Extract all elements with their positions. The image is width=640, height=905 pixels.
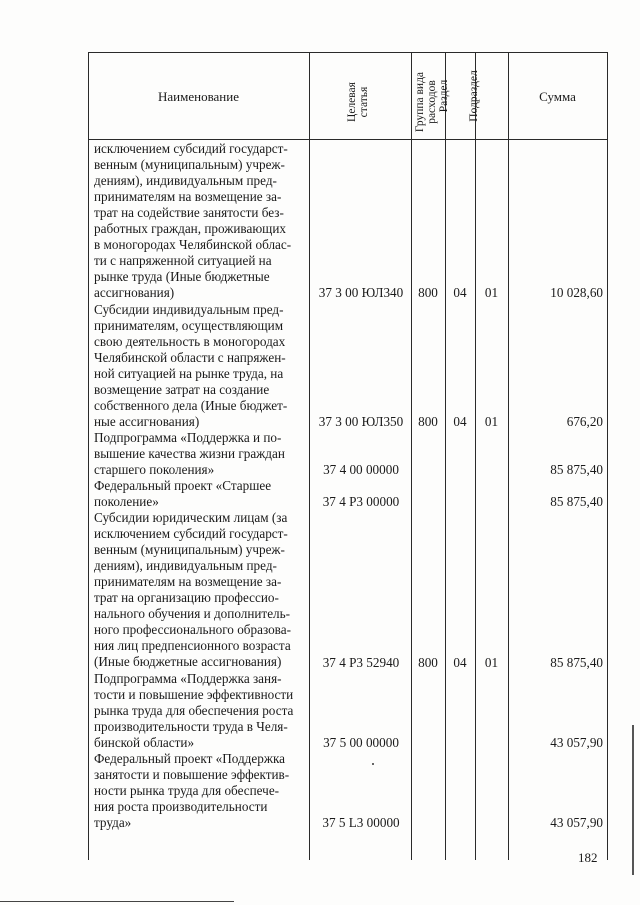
row-name: исключением субсидий государст- венным (муниципальным) учреж- дениям), индивидуальным пред- принимателям на возмещение за- трат на содействие занятости без- работных граждан, проживающих в моногородах Челябинской облас- ти с напряженной ситуацией на рынке труда (Иные бюджетные ассигнования) [94, 141, 292, 301]
column-divider-subsection [475, 52, 476, 860]
column-divider-sum [508, 52, 509, 860]
row-section: 04 [453, 414, 467, 429]
header-section: Раздел [438, 79, 450, 113]
row-name: Подпрограмма «Поддержка заня- тости и повышение эффективности рынка труда для обеспечения роста производительности труда в Челя- бинской области» [94, 671, 294, 751]
row-sum: 43 057,90 [550, 815, 603, 830]
row-subsection: 01 [484, 285, 499, 300]
row-name: Субсидии юридическим лицам (за исключением субсидий государст- венным (муниципальным) учреж- дениям), индивидуальным пред- принимателям на возмещение за- трат на организацию профессио- нального обучения и дополнитель- ного профессионального образова- ния лиц предпенсионного возраста (Иные бюджетные ассигнования) [94, 510, 291, 670]
row-subsection: 01 [484, 414, 499, 429]
row-group: 800 [418, 414, 438, 429]
table-left-border [88, 52, 89, 860]
row-subsection: 01 [484, 655, 499, 670]
row-code: 37 3 00 ЮЛ340 [318, 285, 404, 300]
header-sum: Сумма [539, 89, 576, 104]
row-sum: 85 875,40 [550, 462, 603, 477]
table-right-border [607, 52, 608, 860]
scan-edge-mark [632, 725, 634, 875]
row-code: 37 4 P3 52940 [322, 655, 400, 670]
row-code: 37 4 P3 00000 [322, 494, 400, 509]
row-code: 37 5 L3 00000 [322, 815, 400, 830]
row-section: 04 [453, 285, 467, 300]
row-name: Субсидии индивидуальным пред- принимателям, осуществляющим свою деятельность в моногородах Челябинской области с напряжен- ной ситуацией на рынке труда, на возмещение затрат на создание собственного дела (Иные бюджет- ные ассигнования) [94, 302, 288, 430]
row-group: 800 [418, 655, 438, 670]
scan-speck [372, 763, 374, 765]
header-name: Наименование [158, 89, 239, 104]
header-expense-group: Группа вида расходов [414, 71, 438, 133]
page-number: 182 [578, 850, 598, 865]
row-sum: 10 028,60 [550, 285, 603, 300]
row-sum: 85 875,40 [550, 655, 603, 670]
row-code: 37 3 00 ЮЛ350 [318, 414, 404, 429]
row-sum: 43 057,90 [550, 735, 603, 750]
row-sum: 85 875,40 [550, 494, 603, 509]
row-name: Федеральный проект «Старшее поколение» [94, 478, 272, 510]
row-code: 37 4 00 00000 [323, 462, 399, 477]
footnote-rule [0, 901, 234, 902]
row-name: Подпрограмма «Поддержка и по- вышение качества жизни граждан старшего поколения» [94, 430, 285, 478]
column-divider-code [309, 52, 310, 860]
row-name: Федеральный проект «Поддержка занятости и повышение эффектив- ности рынка труда для обеспече- ния роста производительности труда» [94, 751, 290, 831]
row-group: 800 [418, 285, 438, 300]
row-sum: 676,20 [566, 414, 603, 429]
column-divider-section [445, 52, 446, 860]
header-subsection: Подраздел [468, 70, 480, 122]
header-target-article: Целевая статья [346, 82, 370, 122]
row-section: 04 [453, 655, 467, 670]
column-divider-group [411, 52, 412, 860]
row-code: 37 5 00 00000 [323, 735, 399, 750]
